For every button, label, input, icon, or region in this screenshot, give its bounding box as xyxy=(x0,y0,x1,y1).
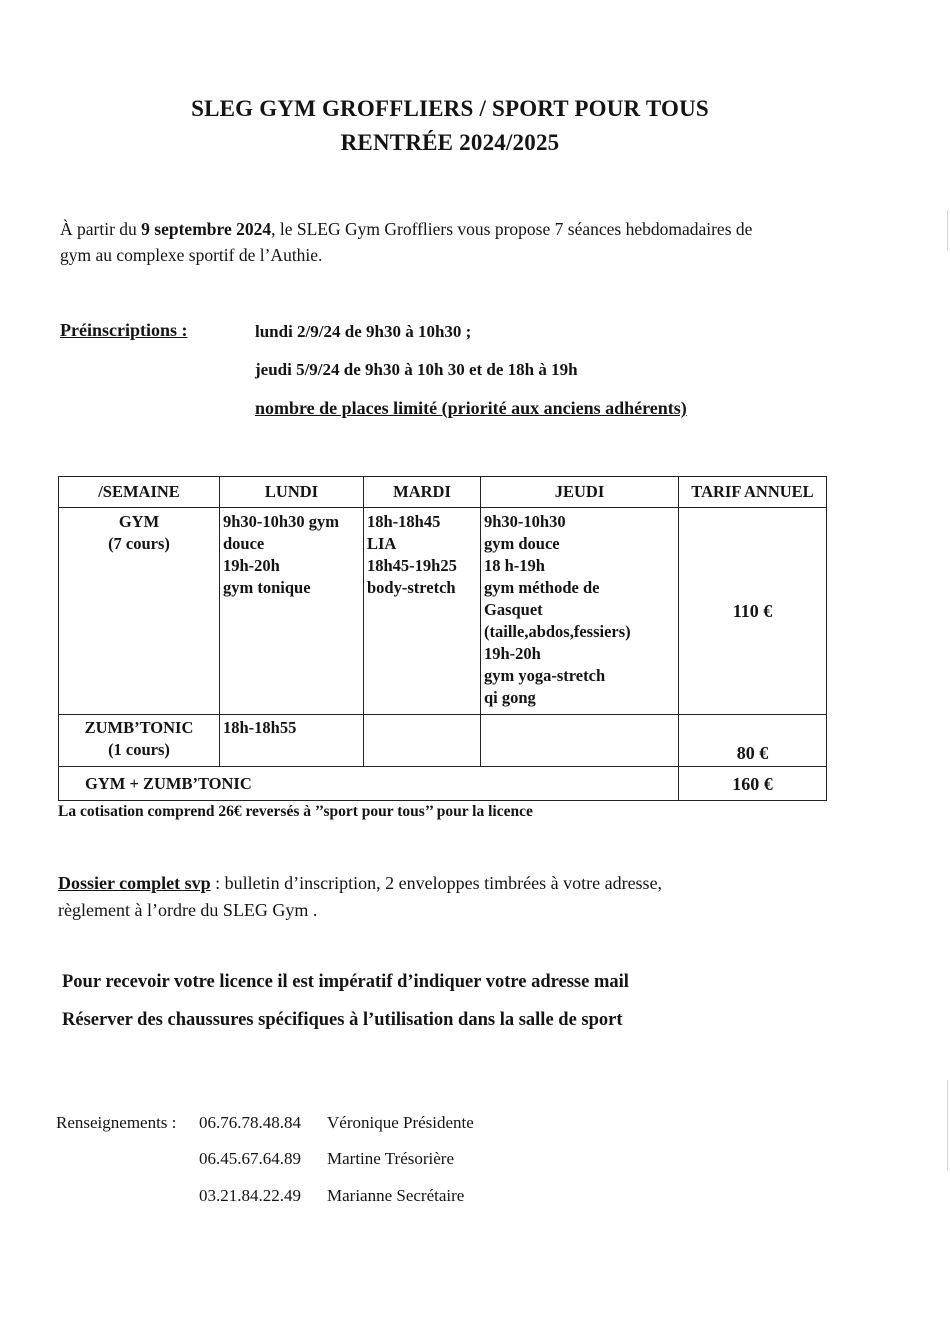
dossier-line2: règlement à l’ordre du SLEG Gym . xyxy=(58,900,318,920)
contact-name: Véronique Présidente xyxy=(327,1113,474,1132)
intro-text: À partir du xyxy=(60,219,142,239)
email-required-notice: Pour recevoir votre licence il est impératif d’indiquer votre adresse mail xyxy=(62,972,629,992)
dossier-label: Dossier complet svp xyxy=(58,873,211,893)
header-semaine: /SEMAINE xyxy=(59,477,220,508)
cell-tarif-zumbtonic: 80 € xyxy=(679,715,827,767)
contacts-label: Renseignements : xyxy=(56,1113,177,1132)
cell-mardi-gym: 18h-18h45 LIA 18h45-19h25 body-stretch xyxy=(364,508,481,715)
intro-paragraph-line2: gym au complexe sportif de l’Authie. xyxy=(60,245,323,265)
scan-edge-mark xyxy=(947,210,948,250)
cell-jeudi-zumbtonic xyxy=(481,715,679,767)
cell-mardi-zumbtonic xyxy=(364,715,481,767)
header-tarif: TARIF ANNUEL xyxy=(679,477,827,508)
shoes-notice: Réserver des chaussures spécifiques à l’utilisation dans la salle de sport xyxy=(62,1010,623,1030)
cell-lundi-gym: 9h30-10h30 gym douce 19h-20h gym tonique xyxy=(220,508,364,715)
header-lundi: LUNDI xyxy=(220,477,364,508)
table-header-row xyxy=(59,477,827,508)
contact-phone: 06.76.78.48.84 xyxy=(199,1113,301,1132)
scan-edge-mark xyxy=(947,1080,948,1170)
cell-tarif-combo: 160 € xyxy=(679,767,827,801)
cell-activity-zumbtonic: ZUMB’TONIC (1 cours) xyxy=(59,715,220,767)
contact-phone: 03.21.84.22.49 xyxy=(199,1186,301,1205)
page-title-line1: SLEG GYM GROFFLIERS / SPORT POUR TOUS xyxy=(191,96,709,121)
table-row-zumbtonic xyxy=(59,715,827,767)
page-title-line2: RENTRÉE 2024/2025 xyxy=(340,130,560,155)
contact-name: Martine Trésorière xyxy=(327,1149,455,1168)
cotisation-note: La cotisation comprend 26€ reversés à ’’sport pour tous’’ pour la licence xyxy=(58,803,533,820)
schedule-table xyxy=(58,476,827,801)
cell-activity-gym: GYM (7 cours) xyxy=(59,508,220,715)
cell-combo-label: GYM + ZUMB’TONIC xyxy=(59,767,679,801)
table-row-combo xyxy=(59,767,827,801)
cell-jeudi-gym: 9h30-10h30 gym douce 18 h-19h gym méthode de Gasquet (taille,abdos,fessiers) 19h-20h gym yoga-stretch qi gong xyxy=(481,508,679,715)
intro-text-cont: , le SLEG Gym Groffliers vous propose 7 séances hebdomadaires de xyxy=(271,219,753,239)
preinscriptions-date-1: lundi 2/9/24 de 9h30 à 10h30 ; xyxy=(255,322,472,341)
places-limit-notice: nombre de places limité (priorité aux anciens adhérents) xyxy=(255,398,687,418)
preinscriptions-date-2: jeudi 5/9/24 de 9h30 à 10h 30 et de 18h à 19h xyxy=(255,360,578,379)
dossier-text: : bulletin d’inscription, 2 enveloppes timbrées à votre adresse, xyxy=(210,873,663,893)
dossier-line1 xyxy=(58,873,662,894)
preinscriptions-label: Préinscriptions : xyxy=(60,320,188,340)
intro-date: 9 septembre 2024 xyxy=(141,219,272,239)
cell-lundi-zumbtonic: 18h-18h55 xyxy=(220,715,364,767)
table-row-gym xyxy=(59,508,827,715)
header-mardi: MARDI xyxy=(364,477,481,508)
contact-phone: 06.45.67.64.89 xyxy=(199,1149,301,1168)
cell-tarif-gym: 110 € xyxy=(679,508,827,715)
header-jeudi: JEUDI xyxy=(481,477,679,508)
contact-name: Marianne Secrétaire xyxy=(327,1186,465,1205)
intro-paragraph-line1 xyxy=(60,219,752,240)
